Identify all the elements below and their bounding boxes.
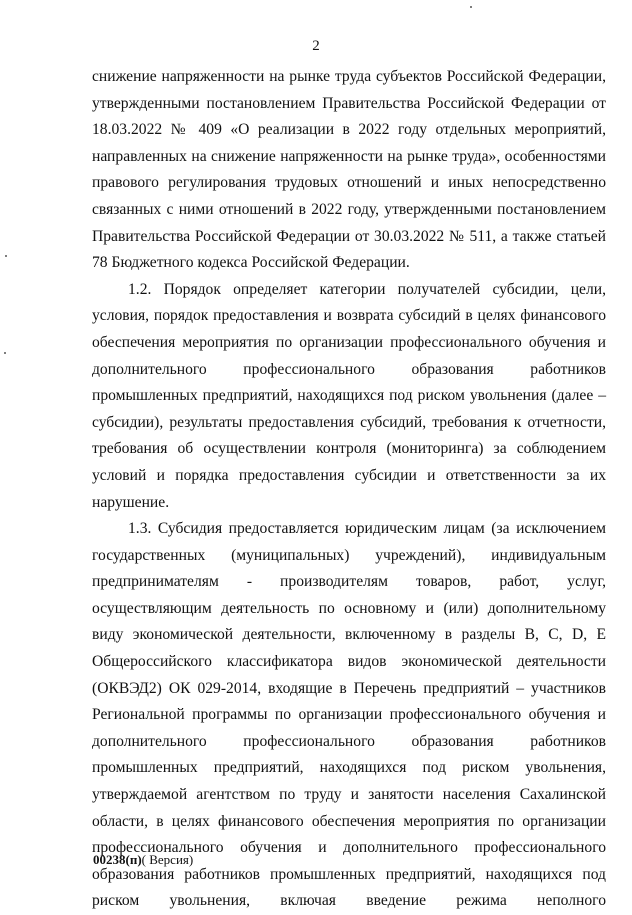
document-body (92, 64, 606, 915)
version-label: ( Версия) (141, 852, 194, 867)
paragraph-1-3: 1.3. Субсидия предоставляется юридическим лицам (за исключением государственных (муниципальных) учреждений), индивидуальным предпринимателям - производителям товаров, работ, услуг, осуществляющим деятельность по основному и (или) дополнительному виду экономической деятельности, включенному в разделы B, C, D, E Общероссийского классификатора видов экономической деятельности (ОКВЭД2) ОК 029-2014, входящие в Перечень предприятий – участников Региональной программы по организации профессионального обучения и дополнительного профессионального образования работников промышленных предприятий, находящихся под риском увольнения, утверждаемой агентством по труду и занятости населения Сахалинской области, в целях финансового обеспечения мероприятия по организации профессионального обучения и дополнительного профессионального образования работников промышленных предприятий, находящихся под риском увольнения, включая введение режима неполного (92, 520, 606, 910)
paragraph-intro-continuation: снижение напряженности на рынке труда субъектов Российской Федерации, утвержденными постановлением Правительства Российской Федерации от 18.03.2022 № 409 «О реализации в 2022 году отдельных мероприятий, направленных на снижение напряженности на рынке труда», особенностями правового регулирования трудовых отношений и иных непосредственно связанных с ними отношений в 2022 году, утвержденными постановлением Правительства Российской Федерации от 30.03.2022 № 511, а также статьей 78 Бюджетного кодекса Российской Федерации. (92, 68, 606, 272)
document-footer (93, 852, 193, 868)
scan-speck (4, 352, 6, 354)
page-number: 2 (312, 38, 320, 54)
scan-speck (5, 255, 7, 257)
paragraph-1-2: 1.2. Порядок определяет категории получателей субсидии, цели, условия, порядок предоставления и возврата субсидий в целях финансового обеспечения мероприятия по организации профессионального обучения и дополнительного профессионального образования работников промышленных предприятий, находящихся под риском увольнения (далее – субсидии), результаты предоставления субсидий, требования к отчетности, требования об осуществлении контроля (мониторинга) за соблюдением условий и порядка предоставления субсидии и ответственности за их нарушение. (92, 280, 606, 511)
scan-speck (470, 6, 472, 8)
document-code: 00238(п) (93, 852, 142, 867)
